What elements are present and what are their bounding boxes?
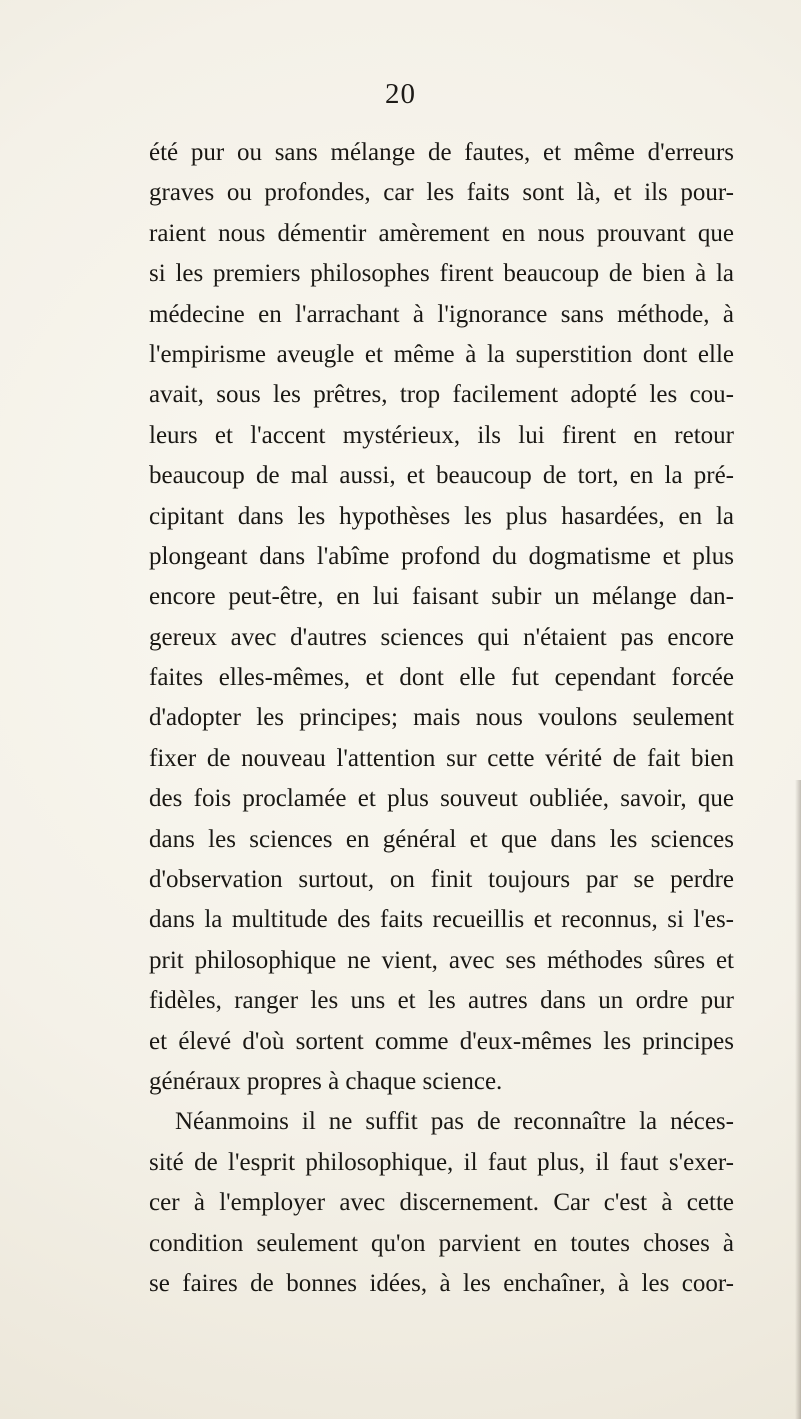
text-line: et élevé d'où sortent comme d'eux-mêmes les principes (149, 1027, 734, 1055)
text-line: d'adopter les principes; mais nous voulons seulement (149, 704, 734, 732)
text-line: gereux avec d'autres sciences qui n'étaient pas encore (149, 623, 734, 651)
text-line: prit philosophique ne vient, avec ses méthodes sûres et (149, 946, 734, 974)
text-line: condition seulement qu'on parvient en toutes choses à (149, 1229, 734, 1257)
text-line: cipitant dans les hypothèses les plus hasardées, en la (149, 502, 734, 530)
text-line: plongeant dans l'abîme profond du dogmatisme et plus (149, 542, 734, 570)
text-line: si les premiers philosophes firent beaucoup de bien à la (149, 260, 734, 288)
body-text (149, 133, 734, 1304)
text-line: fidèles, ranger les uns et les autres dans un ordre pur (149, 987, 734, 1015)
text-line: beaucoup de mal aussi, et beaucoup de tort, en la pré- (149, 462, 734, 490)
paragraph-start-line: Néanmoins il ne suffit pas de reconnaître la néces- (175, 1108, 734, 1136)
text-line: l'empirisme aveugle et même à la superstition dont elle (149, 340, 734, 368)
text-line: raient nous démentir amèrement en nous prouvant que (149, 219, 734, 247)
page-number: 20 (385, 78, 416, 110)
paragraph-end-line: généraux propres à chaque science. (149, 1067, 503, 1095)
text-line: cer à l'employer avec discernement. Car c'est à cette (149, 1189, 734, 1217)
text-line: été pur ou sans mélange de fautes, et même d'erreurs (149, 139, 734, 166)
text-line: avait, sous les prêtres, trop facilement adopté les cou- (149, 381, 734, 409)
text-line: sité de l'esprit philosophique, il faut plus, il faut s'exer- (149, 1148, 734, 1176)
text-line: se faires de bonnes idées, à les enchaîner, à les coor- (149, 1269, 734, 1297)
text-line: graves ou profondes, car les faits sont là, et ils pour- (149, 179, 734, 207)
text-line: dans les sciences en général et que dans les sciences (149, 825, 734, 853)
text-line: fixer de nouveau l'attention sur cette vérité de fait bien (149, 744, 734, 772)
page-edge-shadow (795, 780, 801, 1419)
text-line: encore peut-être, en lui faisant subir un mélange dan- (149, 583, 734, 611)
text-line: faites elles-mêmes, et dont elle fut cependant forcée (149, 664, 734, 692)
text-line: des fois proclamée et plus souveut oubliée, savoir, que (149, 785, 734, 813)
text-line: leurs et l'accent mystérieux, ils lui firent en retour (149, 421, 734, 449)
text-line: dans la multitude des faits recueillis et reconnus, si l'es- (149, 906, 734, 934)
text-line: d'observation surtout, on finit toujours par se perdre (149, 866, 734, 894)
text-line: médecine en l'arrachant à l'ignorance sans méthode, à (149, 300, 734, 328)
